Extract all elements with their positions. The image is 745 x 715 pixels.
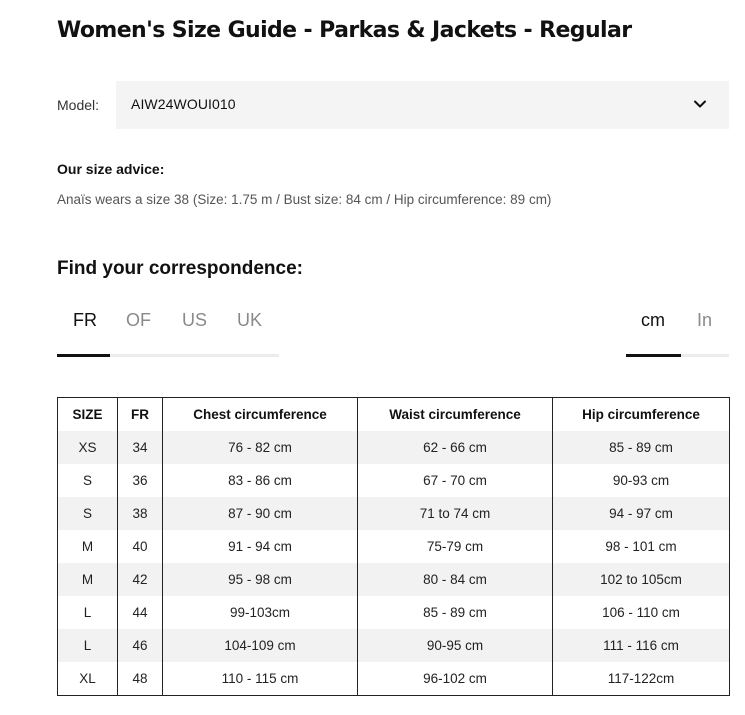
size-advice-text: Anaïs wears a size 38 (Size: 1.75 m / Bust size: 84 cm / Hip circumference: 89 cm) xyxy=(57,192,552,207)
cell-chest: 110 - 115 cm xyxy=(163,662,358,696)
cell-size: M xyxy=(58,563,118,596)
size-table xyxy=(57,397,730,696)
unit-tabs xyxy=(626,300,729,357)
header-waist: Waist circumference xyxy=(358,398,553,432)
tab-fr[interactable]: FR xyxy=(73,310,97,330)
table-row xyxy=(58,629,730,662)
chevron-down-icon xyxy=(693,97,707,111)
cell-fr: 42 xyxy=(118,563,163,596)
cell-fr: 38 xyxy=(118,497,163,530)
cell-chest: 91 - 94 cm xyxy=(163,530,358,563)
table-header-row xyxy=(58,398,730,432)
cell-hip: 102 to 105cm xyxy=(553,563,730,596)
active-unit-indicator xyxy=(626,354,681,357)
cell-fr: 48 xyxy=(118,662,163,696)
table-row xyxy=(58,563,730,596)
table-row xyxy=(58,497,730,530)
model-select-value: AIW24WOUI010 xyxy=(131,96,236,112)
table-row xyxy=(58,596,730,629)
tab-of[interactable]: OF xyxy=(126,310,151,330)
cell-size: L xyxy=(58,596,118,629)
model-label: Model: xyxy=(57,97,100,113)
cell-chest: 83 - 86 cm xyxy=(163,464,358,497)
cell-size: M xyxy=(58,530,118,563)
page-title: Women's Size Guide - Parkas & Jackets - Regular xyxy=(57,18,632,43)
size-table-container xyxy=(57,397,729,696)
cell-hip: 94 - 97 cm xyxy=(553,497,730,530)
cell-waist: 85 - 89 cm xyxy=(358,596,553,629)
cell-waist: 90-95 cm xyxy=(358,629,553,662)
cell-hip: 90-93 cm xyxy=(553,464,730,497)
size-advice-heading: Our size advice: xyxy=(57,161,165,177)
table-row xyxy=(58,464,730,497)
tab-us[interactable]: US xyxy=(182,310,208,330)
cell-size: L xyxy=(58,629,118,662)
cell-chest: 99-103cm xyxy=(163,596,358,629)
header-fr: FR xyxy=(118,398,163,432)
unit-tab-cm[interactable]: cm xyxy=(641,310,665,330)
cell-hip: 98 - 101 cm xyxy=(553,530,730,563)
cell-chest: 104-109 cm xyxy=(163,629,358,662)
cell-fr: 40 xyxy=(118,530,163,563)
cell-size: XL xyxy=(58,662,118,696)
header-hip: Hip circumference xyxy=(553,398,730,432)
cell-fr: 44 xyxy=(118,596,163,629)
cell-fr: 34 xyxy=(118,431,163,464)
table-row xyxy=(58,662,730,696)
cell-chest: 76 - 82 cm xyxy=(163,431,358,464)
cell-waist: 67 - 70 cm xyxy=(358,464,553,497)
cell-hip: 106 - 110 cm xyxy=(553,596,730,629)
header-chest: Chest circumference xyxy=(163,398,358,432)
active-tab-indicator xyxy=(57,354,110,357)
table-row xyxy=(58,431,730,464)
cell-chest: 87 - 90 cm xyxy=(163,497,358,530)
tab-uk[interactable]: UK xyxy=(237,310,263,330)
cell-hip: 85 - 89 cm xyxy=(553,431,730,464)
cell-hip: 111 - 116 cm xyxy=(553,629,730,662)
cell-size: S xyxy=(58,464,118,497)
header-size: SIZE xyxy=(58,398,118,432)
cell-fr: 36 xyxy=(118,464,163,497)
cell-chest: 95 - 98 cm xyxy=(163,563,358,596)
cell-waist: 80 - 84 cm xyxy=(358,563,553,596)
cell-waist: 62 - 66 cm xyxy=(358,431,553,464)
unit-tab-in[interactable]: In xyxy=(697,310,713,330)
correspondence-heading: Find your correspondence: xyxy=(57,258,303,279)
size-system-tabs xyxy=(57,300,279,357)
cell-waist: 75-79 cm xyxy=(358,530,553,563)
table-row xyxy=(58,530,730,563)
cell-waist: 96-102 cm xyxy=(358,662,553,696)
cell-size: S xyxy=(58,497,118,530)
cell-waist: 71 to 74 cm xyxy=(358,497,553,530)
cell-hip: 117-122cm xyxy=(553,662,730,696)
cell-fr: 46 xyxy=(118,629,163,662)
model-select[interactable] xyxy=(116,81,729,129)
cell-size: XS xyxy=(58,431,118,464)
